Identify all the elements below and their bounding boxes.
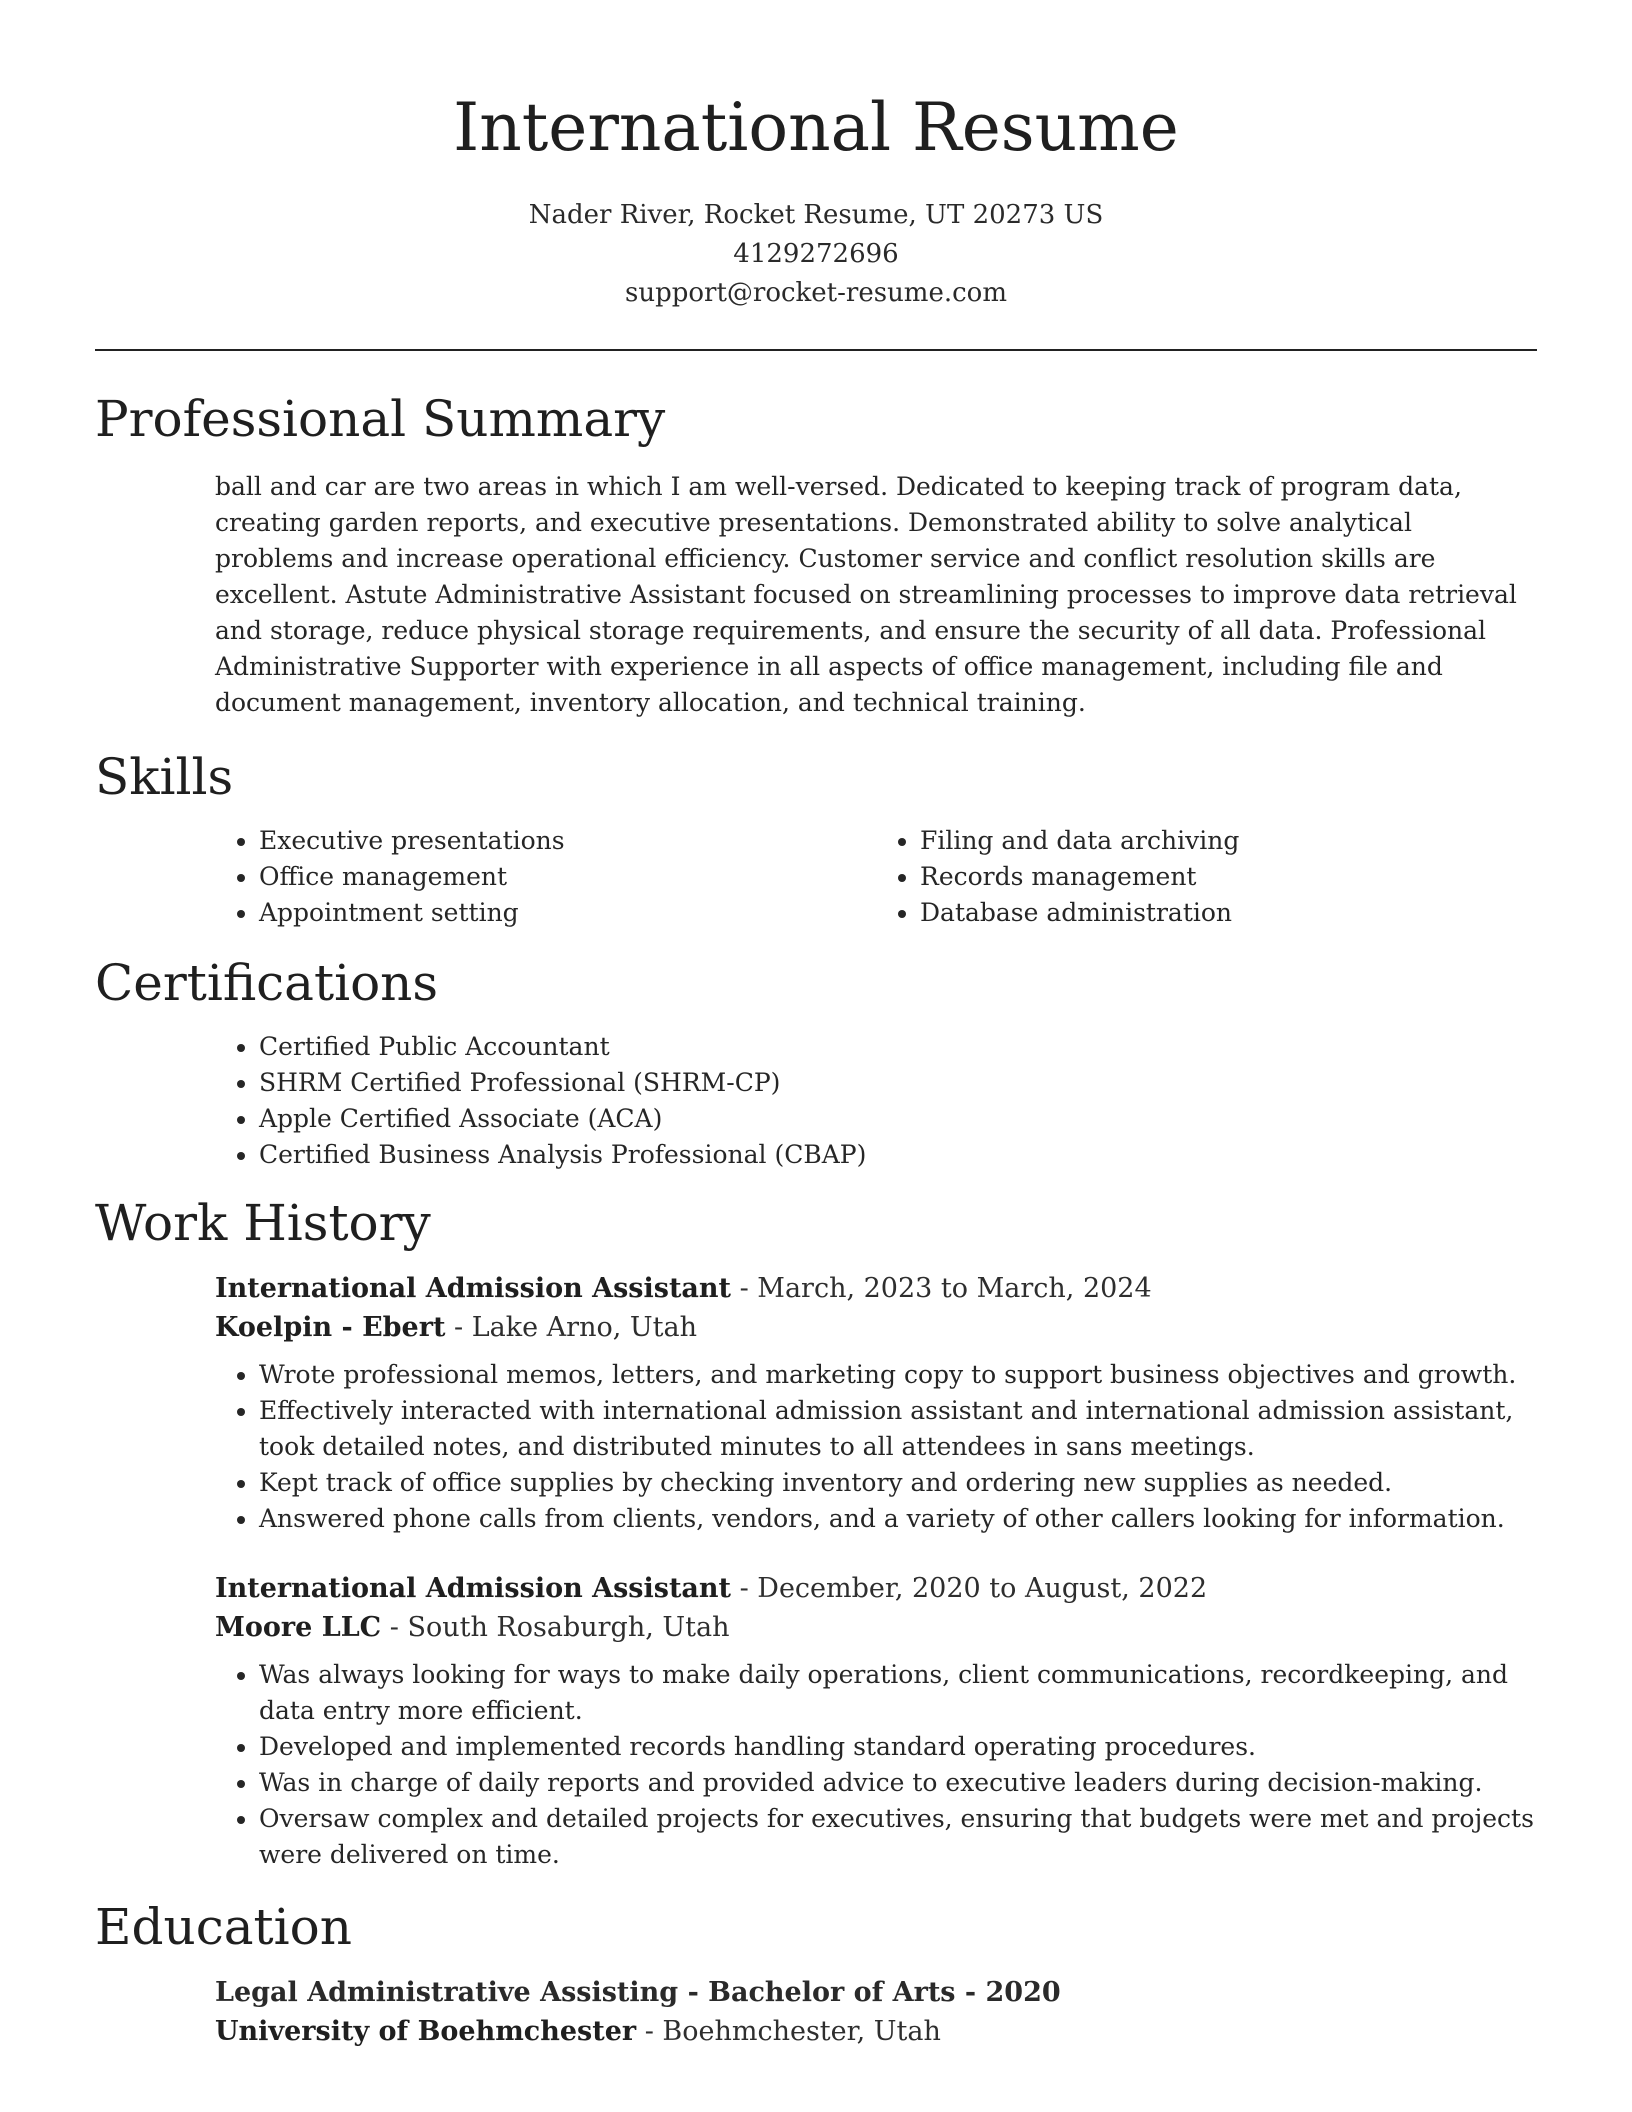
skill-item: • Filing and data archiving [920,823,1537,859]
work-history-section [95,1191,1537,1873]
certifications-list [215,1029,1537,1173]
resume-header [95,0,1537,313]
job-role: International Admission Assistant [215,1573,732,1604]
certifications-section [95,951,1537,1173]
job-bullet: • Kept track of office supplies by checking inventory and ordering new supplies as needed. [259,1465,1537,1501]
job-dates: - December, 2020 to August, 2022 [731,1573,1208,1604]
skills-column-right [876,823,1537,931]
education-location: - Boehmchester, Utah [636,2016,941,2047]
job-bullets [215,1657,1537,1873]
job-bullet: • Effectively interacted with international admission assistant and international admission assistant, took detailed notes, and distributed minutes to all attendees in sans meetings. [259,1393,1537,1465]
job-bullet: • Was always looking for ways to make daily operations, client communications, recordkeeping, and data entry more efficient. [259,1657,1537,1729]
job-title-line [215,1269,1537,1308]
work-history-heading: Work History [95,1194,431,1252]
education-body [95,1973,1537,2051]
job-location: - South Rosaburgh, Utah [381,1612,730,1643]
certification-item: • Certified Public Accountant [259,1029,1537,1065]
header-divider [95,349,1537,351]
education-heading: Education [95,1898,352,1956]
job-location: - Lake Arno, Utah [445,1312,697,1343]
skill-item: • Executive presentations [259,823,876,859]
job-role: International Admission Assistant [215,1273,732,1304]
job-dates: - March, 2023 to March, 2024 [731,1273,1152,1304]
job-bullet: • Oversaw complex and detailed projects for executives, ensuring that budgets were met and projects were delivered on time. [259,1801,1537,1873]
email-text: support@rocket-resume.com [624,278,1007,308]
summary-heading: Professional Summary [95,390,666,448]
job-bullet: • Wrote professional memos, letters, and marketing copy to support business objectives and growth. [259,1357,1537,1393]
job-company-line [215,1608,1537,1647]
skills-column-left [215,823,876,931]
job-bullet: • Developed and implemented records handling standard operating procedures. [259,1729,1537,1765]
job-bullets [215,1357,1537,1537]
education-degree: Legal Administrative Assisting - Bachelor of Arts - 2020 [215,1977,1061,2008]
skills-list [95,823,1537,931]
certifications-heading: Certifications [95,954,439,1012]
skill-item: • Records management [920,859,1537,895]
certification-item: • SHRM Certified Professional (SHRM-CP) [259,1065,1537,1101]
summary-body [95,469,1537,721]
job-entry [215,1569,1537,1873]
job-company-line [215,1308,1537,1347]
work-history-body [95,1269,1537,1873]
certification-item: • Certified Business Analysis Professional (CBAP) [259,1137,1537,1173]
address-text: Nader River, Rocket Resume, UT 20273 US [528,200,1104,230]
education-section [95,1895,1537,2051]
summary-section [95,387,1537,721]
resume-title: International Resume [453,89,1179,166]
phone-text: 4129272696 [733,239,899,269]
skills-heading: Skills [95,748,234,806]
skill-item: • Appointment setting [259,895,876,931]
skill-item: • Office management [259,859,876,895]
job-bullet: • Was in charge of daily reports and provided advice to executive leaders during decision-making. [259,1765,1537,1801]
skill-item: • Database administration [920,895,1537,931]
job-bullet: • Answered phone calls from clients, vendors, and a variety of other callers looking for information. [259,1501,1537,1537]
certification-item: • Apple Certified Associate (ACA) [259,1101,1537,1137]
job-entry [215,1269,1537,1537]
skills-section [95,745,1537,931]
certifications-body [95,1029,1537,1173]
education-school-line [215,2012,1537,2051]
job-title-line [215,1569,1537,1608]
summary-text: ball and car are two areas in which I am well-versed. Dedicated to keeping track of program data, creating garden reports, and executive presentations. Demonstrated ability to solve analytical problems and increase operational efficiency. Customer service and conflict resolution skills are excellent. Astute Administrative Assistant focused on streamlining processes to improve data retrieval and storage, reduce physical storage requirements, and ensure the security of all data. Professional Administrative Supporter with experience in all aspects of office management, including file and document management, inventory allocation, and technical training. [215,472,1517,717]
education-school: University of Boehmchester [215,2016,637,2047]
job-company: Moore LLC [215,1612,382,1643]
contact-info [95,196,1537,313]
job-company: Koelpin - Ebert [215,1312,446,1343]
